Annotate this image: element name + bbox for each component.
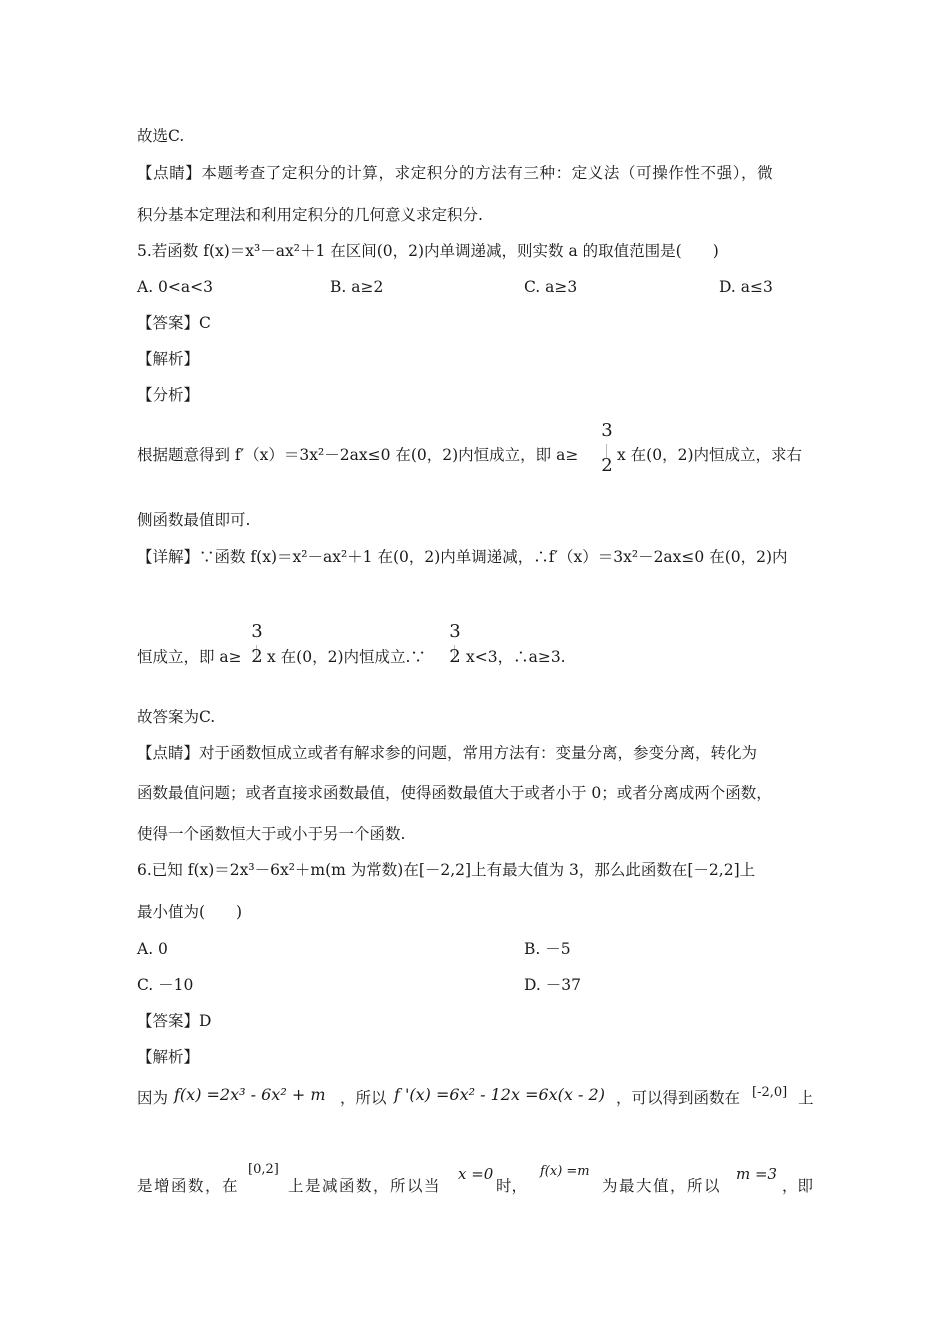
formula: f '(x) =6x² - 12x =6x(x - 2) — [394, 1085, 605, 1104]
option-b: B. －5 — [524, 940, 571, 958]
formula: f(x) =2x³ - 6x² + m — [174, 1085, 326, 1104]
formula: f(x) =m — [540, 1164, 590, 1179]
formula: x =0 — [458, 1165, 494, 1183]
text-line: 积分基本定理法和利用定积分的几何意义求定积分. — [137, 206, 483, 224]
fraction-denominator: 2 — [601, 455, 613, 476]
analysis-label: 【解析】 — [137, 350, 200, 368]
text-line: 故答案为C. — [137, 708, 216, 726]
analysis-label: 【解析】 — [137, 1048, 200, 1066]
detail-line: 【详解】∵函数 f(x)＝x²－ax²＋1 在(0，2)内单调递减，∴f′（x）＝3x²－2ax≤0 在(0，2)内 — [137, 548, 788, 566]
analysis-sub-label: 【分析】 — [137, 386, 200, 404]
text-line: x<3，∴a≥3. — [466, 648, 566, 666]
text-line: 使得一个函数恒大于或小于另一个函数. — [137, 825, 406, 843]
option-c: C. a≥3 — [524, 278, 578, 296]
text-line: x 在(0，2)内恒成立.∵ — [267, 648, 426, 666]
question-5: 5.若函数 f(x)＝x³－ax²＋1 在区间(0，2)内单调递减，则实数 a 的取值范围是( ) — [137, 242, 719, 260]
fraction-numerator: 3 — [251, 621, 263, 642]
option-a: A. 0<a<3 — [137, 278, 213, 296]
text-line: 故选C. — [137, 127, 185, 145]
answer-label: 【答案】D — [137, 1012, 212, 1030]
text-line: 因为 — [137, 1089, 169, 1107]
text-line: 根据题意得到 f′（x）＝3x²－2ax≤0 在(0，2)内恒成立，即 a≥ — [137, 446, 579, 464]
text-line: ，所以 — [340, 1089, 387, 1107]
option-c: C. －10 — [137, 976, 194, 994]
text-line: 最小值为( ) — [137, 903, 243, 921]
text-line: 【点睛】对于函数恒成立或者有解求参的问题，常用方法有：变量分离，参变分离，转化为 — [137, 744, 758, 762]
option-d: D. －37 — [524, 976, 581, 994]
text-line: 【点睛】本题考查了定积分的计算，求定积分的方法有三种：定义法（可操作性不强），微 — [137, 164, 774, 182]
text-line: 为最大值，所以 — [602, 1177, 722, 1195]
fraction-numerator: 3 — [449, 621, 461, 642]
fraction-denominator: 2 — [449, 646, 461, 667]
text-line: 侧函数最值即可. — [137, 511, 251, 529]
text-line: 是增函数，在 — [137, 1177, 240, 1195]
text-line: ，即 — [782, 1177, 814, 1195]
formula: [-2,0] — [752, 1085, 788, 1100]
option-d: D. a≤3 — [719, 278, 773, 296]
formula: m =3 — [736, 1165, 778, 1183]
option-b: B. a≥2 — [330, 278, 384, 296]
text-line: 上 — [798, 1089, 814, 1107]
text-line: 时， — [496, 1177, 528, 1195]
text-line: 上是减函数，所以当 — [288, 1177, 442, 1195]
text-line: 恒成立，即 a≥ — [137, 648, 242, 666]
text-line: x 在(0，2)内恒成立，求右 — [617, 446, 802, 464]
option-a: A. 0 — [137, 940, 168, 958]
question-6: 6.已知 f(x)＝2x³－6x²＋m(m 为常数)在[－2,2]上有最大值为 3，那么此函数在[－2,2]上 — [137, 861, 756, 879]
fraction-denominator: 2 — [251, 646, 263, 667]
text-line: 函数最值问题；或者直接求函数最值，使得函数最值大于或者小于 0；或者分离成两个函数， — [137, 784, 772, 802]
answer-label: 【答案】C — [137, 314, 211, 332]
text-line: ，可以得到函数在 — [616, 1089, 741, 1107]
fraction-numerator: 3 — [601, 420, 613, 441]
formula: [0,2] — [248, 1162, 279, 1177]
